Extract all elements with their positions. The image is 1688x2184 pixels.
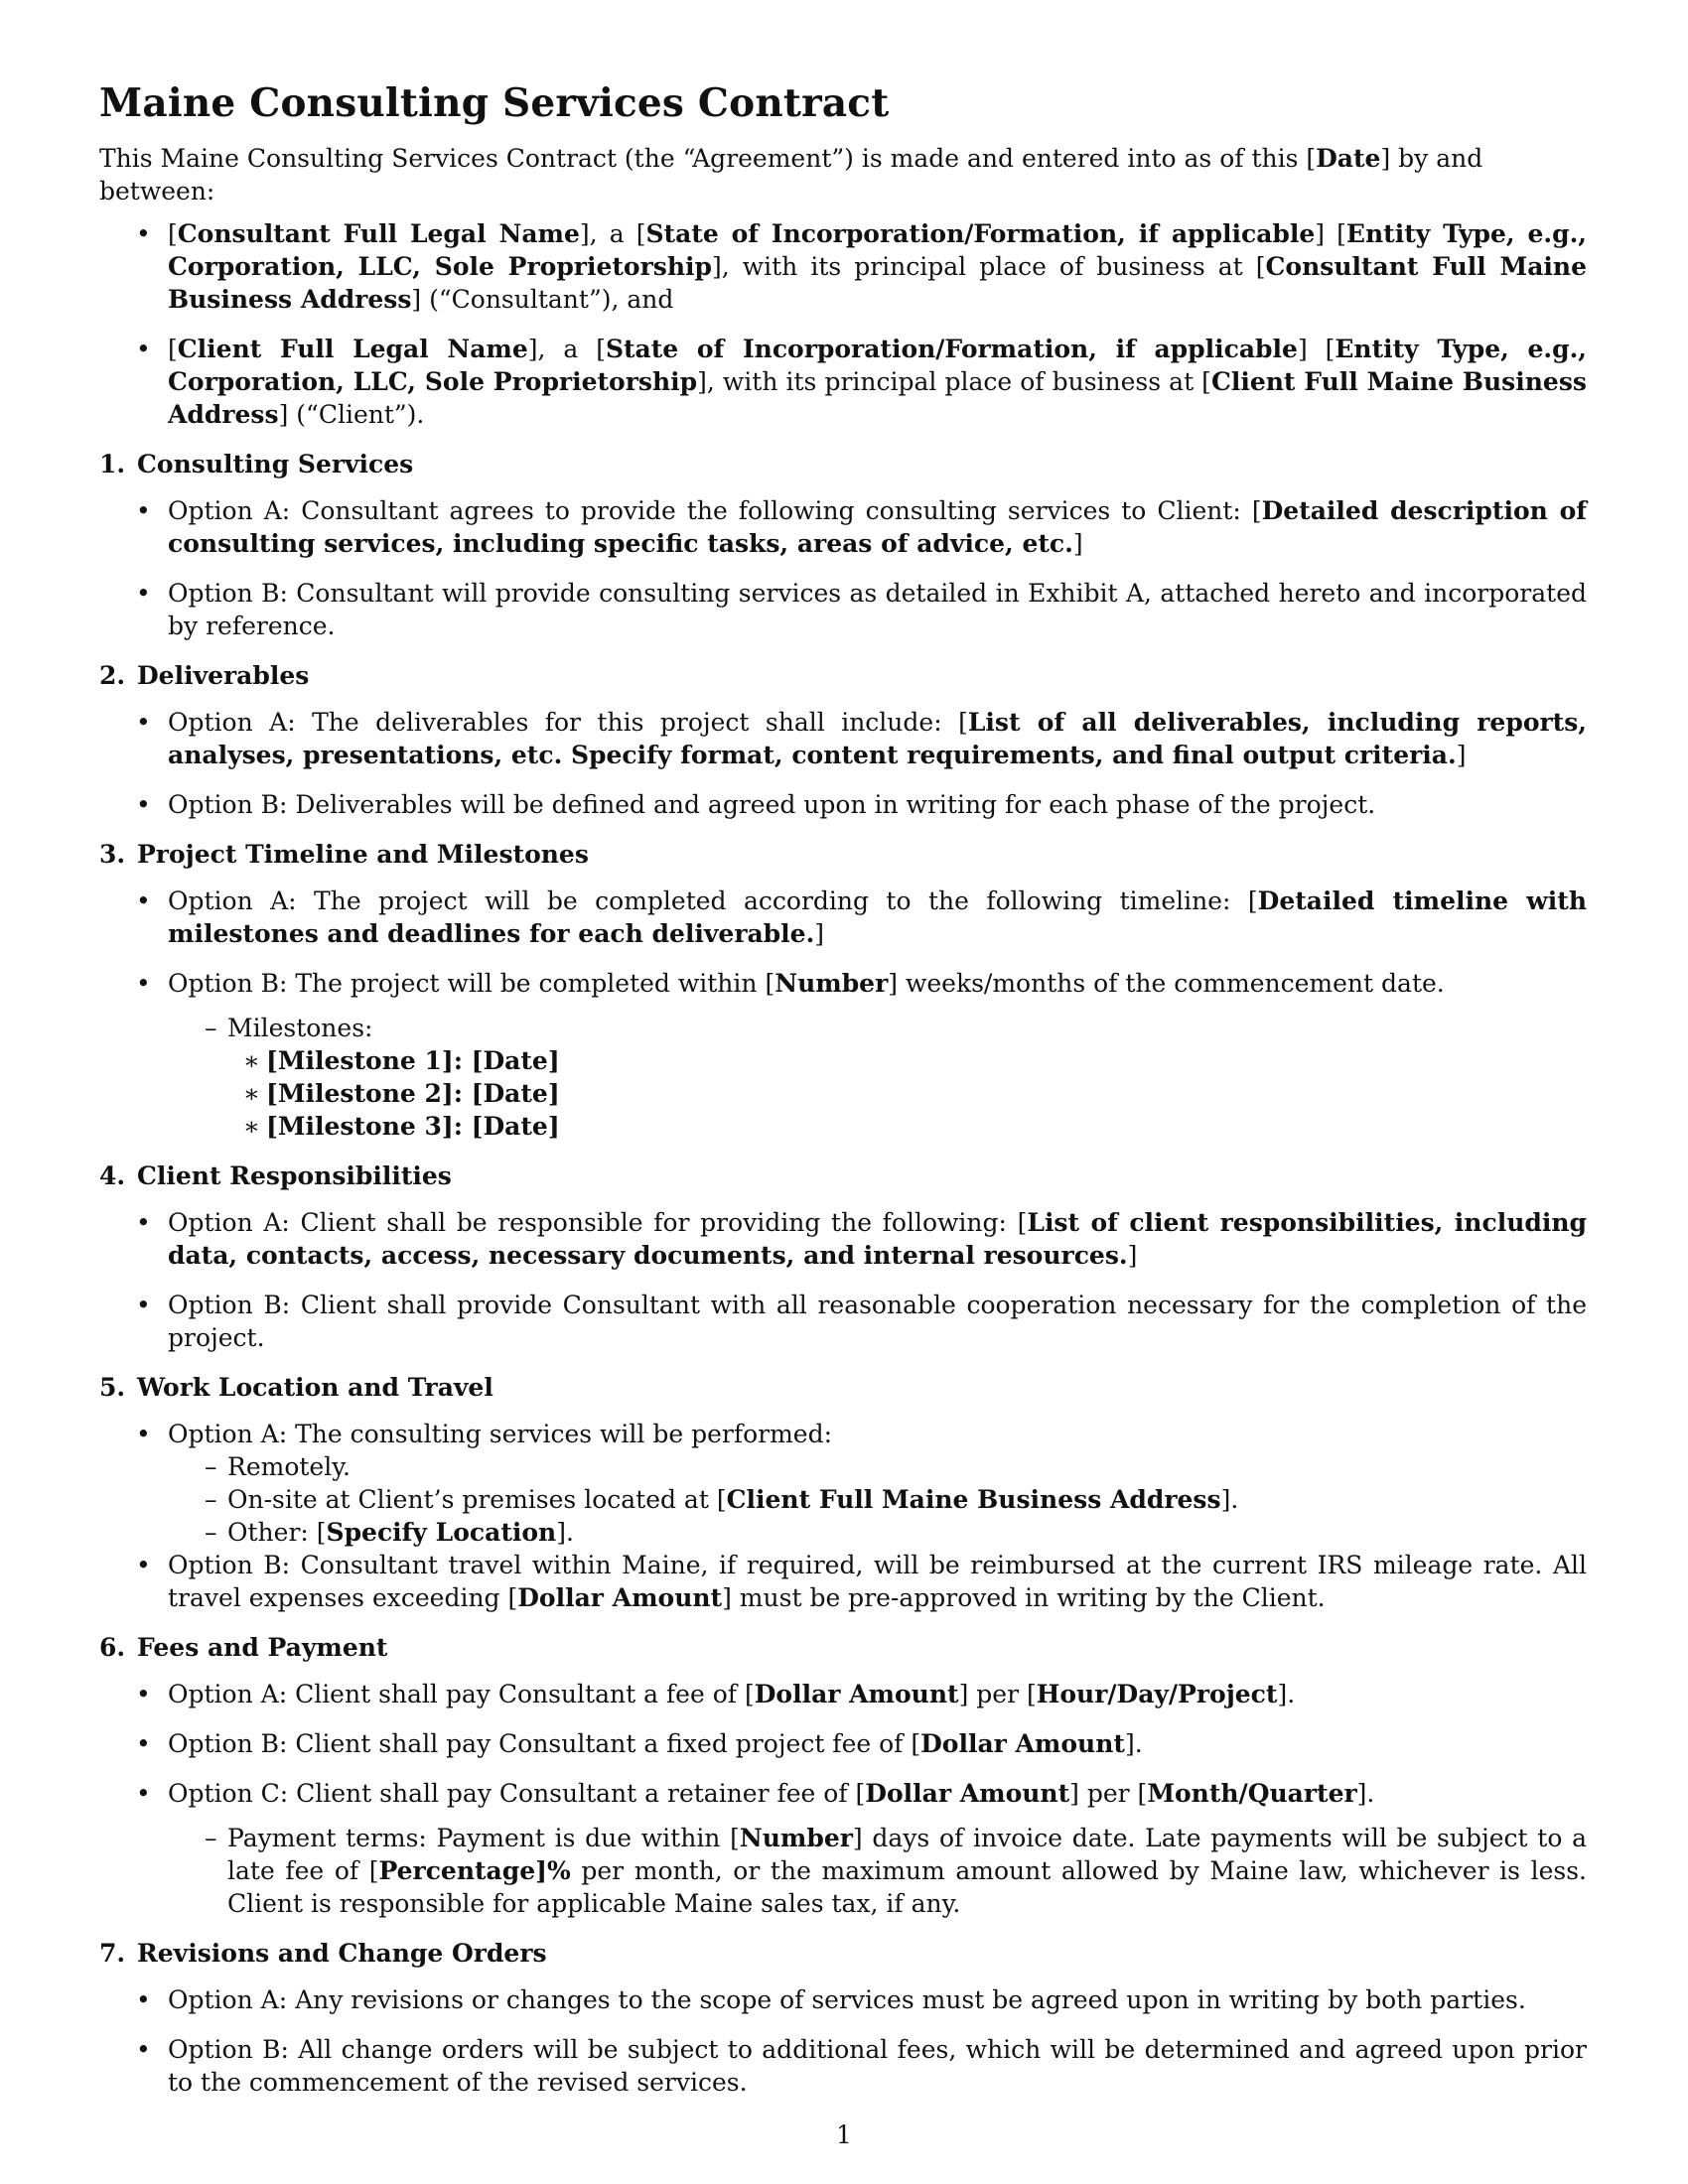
intro-date-placeholder: Date bbox=[1316, 144, 1381, 173]
option-a: • Option A: Consultant agrees to provide the following consulting services to Client: [Detailed description of consulting services, including specific tasks, areas of advice, etc.] bbox=[99, 494, 1587, 560]
section-heading: 5. Work Location and Travel bbox=[99, 1373, 493, 1402]
location-other: – Other: [Specify Location]. bbox=[168, 1516, 1587, 1549]
page-number: 1 bbox=[836, 2120, 852, 2149]
option-b: • Option B: Consultant will provide consulting services as detailed in Exhibit A, attached hereto and incorporated by reference. bbox=[99, 577, 1587, 642]
section-consulting-services bbox=[99, 448, 1587, 642]
option-a: • Option A: The deliverables for this project shall include: [List of all deliverables, including reports, analyses, presentations, etc. Specify format, content requirements, and final output criteria.] bbox=[99, 706, 1587, 771]
section-heading: 3. Project Timeline and Milestones bbox=[99, 840, 589, 869]
section-work-location bbox=[99, 1371, 1587, 1614]
milestone-item: ∗ [Milestone 1]: [Date] bbox=[227, 1044, 1587, 1077]
parties-list bbox=[99, 217, 1587, 431]
section-heading: 2. Deliverables bbox=[99, 661, 310, 690]
milestones-item: – Milestones: ∗ [Milestone 1]: [Date] ∗ [Milestone 2]: [Date] ∗ [Milestone 3]: [Date] bbox=[168, 1012, 1587, 1143]
section-fees bbox=[99, 1631, 1587, 1920]
section-deliverables bbox=[99, 659, 1587, 821]
section-heading: 6. Fees and Payment bbox=[99, 1633, 388, 1662]
payment-terms: – Payment terms: Payment is due within [Number] days of invoice date. Late payments will be subject to a late fee of [Percentage]% per month, or the maximum amount allowed by Maine law, whichever is less. Client is responsible for applicable Maine sales tax, if any. bbox=[168, 1822, 1587, 1920]
option-b: • Option B: Client shall pay Consultant a fixed project fee of [Dollar Amount]. bbox=[99, 1727, 1587, 1760]
section-heading: 7. Revisions and Change Orders bbox=[99, 1939, 547, 1968]
intro-paragraph: This Maine Consulting Services Contract (the “Agreement”) is made and entered into as of this [Date] by and between: bbox=[99, 144, 1483, 205]
option-a: • Option A: Client shall pay Consultant a fee of [Dollar Amount] per [Hour/Day/Project]. bbox=[99, 1678, 1587, 1710]
option-b: • Option B: All change orders will be subject to additional fees, which will be determined and agreed upon prior to the commencement of the revised services. bbox=[99, 2033, 1587, 2099]
option-a: • Option A: Any revisions or changes to the scope of services must be agreed upon in writing by both parties. bbox=[99, 1983, 1587, 2016]
option-b: • Option B: The project will be completed within [Number] weeks/months of the commencement date. – Milestones: ∗ [Milestone 1]: [Date] ∗ [Milestone 2]: [Date] ∗ [Milestone 3]: [Date] bbox=[99, 967, 1587, 1143]
milestone-item: ∗ [Milestone 3]: [Date] bbox=[227, 1110, 1587, 1143]
document-title: Maine Consulting Services Contract bbox=[99, 80, 890, 126]
option-b: • Option B: Consultant travel within Maine, if required, will be reimbursed at the current IRS mileage rate. All travel expenses exceeding [Dollar Amount] must be pre-approved in writing by the Client. bbox=[99, 1549, 1587, 1614]
option-b: • Option B: Deliverables will be defined and agreed upon in writing for each phase of the project. bbox=[99, 788, 1587, 821]
option-a: • Option A: Client shall be responsible for providing the following: [List of client responsibilities, including data, contacts, access, necessary documents, and internal resources.] bbox=[99, 1206, 1587, 1272]
milestones-list bbox=[227, 1044, 1587, 1143]
milestone-item: ∗ [Milestone 2]: [Date] bbox=[227, 1077, 1587, 1110]
option-a: • Option A: The consulting services will be performed: – Remotely. – On-site at Client’s premises located at [Client Full Maine Business Address]. – Other: [Specify Location]. bbox=[99, 1418, 1587, 1549]
location-onsite: – On-site at Client’s premises located at [Client Full Maine Business Address]. bbox=[168, 1483, 1587, 1516]
section-revisions bbox=[99, 1937, 1587, 2099]
section-timeline bbox=[99, 838, 1587, 1143]
party-consultant: • [Consultant Full Legal Name], a [State of Incorporation/Formation, if applicable] [Entity Type, e.g., Corporation, LLC, Sole Proprietorship], with its principal place of business at [Consultant Full Maine Business Address] (“Consultant”), and bbox=[99, 217, 1587, 316]
location-remote: – Remotely. bbox=[168, 1450, 1587, 1483]
option-a: • Option A: The project will be completed according to the following timeline: [Detailed timeline with milestones and deadlines for each deliverable.] bbox=[99, 885, 1587, 950]
party-client: • [Client Full Legal Name], a [State of Incorporation/Formation, if applicable] [Entity Type, e.g., Corporation, LLC, Sole Proprietorship], with its principal place of business at [Client Full Maine Business Address] (“Client”). bbox=[99, 333, 1587, 431]
section-heading: 1. Consulting Services bbox=[99, 450, 414, 478]
option-b: • Option B: Client shall provide Consultant with all reasonable cooperation necessary for the completion of the project. bbox=[99, 1289, 1587, 1354]
document-page bbox=[99, 80, 1588, 2116]
section-heading: 4. Client Responsibilities bbox=[99, 1161, 452, 1190]
option-c: • Option C: Client shall pay Consultant a retainer fee of [Dollar Amount] per [Month/Quarter]. – Payment terms: Payment is due within [Number] days of invoice date. Late payments will be subject to a late fee of [Percentage]% per month, or the maximum amount allowed by Maine law, whichever is less. Client is responsible for applicable Maine sales tax, if any. bbox=[99, 1777, 1587, 1920]
section-client-responsibilities bbox=[99, 1160, 1587, 1354]
